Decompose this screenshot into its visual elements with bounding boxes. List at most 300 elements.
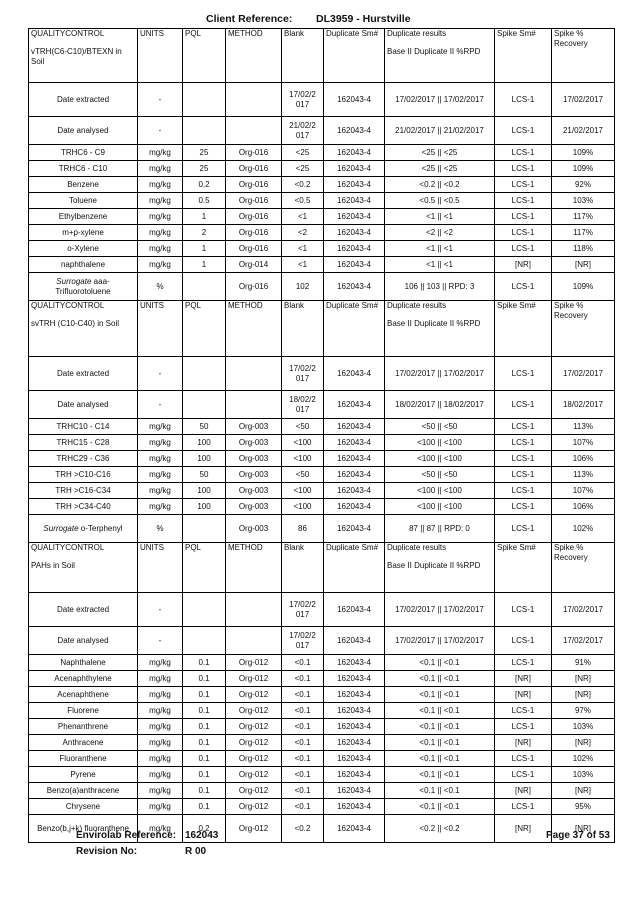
dup-sm-cell: 162043-4 [324, 161, 385, 177]
analyte-name-cell [29, 467, 138, 483]
spike-cell: 103% [552, 719, 615, 735]
client-reference-value: DL3959 - Hurstville [316, 13, 411, 25]
surrogate-prefix: Surrogate [43, 523, 79, 533]
pql-cell: 0.1 [183, 799, 226, 815]
pql-cell: 25 [183, 145, 226, 161]
quality-control-table-body [29, 29, 615, 843]
blank-cell: <100 [282, 499, 324, 515]
spike-cell: 95% [552, 799, 615, 815]
duplicate-sample-column-header: Duplicate Sm# [324, 301, 385, 357]
blank-cell: <0.1 [282, 735, 324, 751]
dup-cell: <25 || <25 [385, 145, 495, 161]
pql-cell [183, 273, 226, 301]
blank-cell: <25 [282, 145, 324, 161]
table-row [29, 209, 615, 225]
spike-sm-cell: LCS-1 [495, 161, 552, 177]
dup-cell: 17/02/2017 || 17/02/2017 [385, 83, 495, 117]
dup-sm-cell: 162043-4 [324, 391, 385, 419]
dup-sm-cell: 162043-4 [324, 241, 385, 257]
spike-recovery-column-header: Spike % Recovery [552, 29, 615, 83]
dup-cell: <1 || <1 [385, 209, 495, 225]
analyte-name-cell [29, 83, 138, 117]
analyte-name-cell [29, 451, 138, 467]
spike-sm-cell: LCS-1 [495, 627, 552, 655]
dup-cell: 18/02/2017 || 18/02/2017 [385, 391, 495, 419]
spike-sm-cell: LCS-1 [495, 719, 552, 735]
spike-sm-cell: LCS-1 [495, 225, 552, 241]
method-cell: Org-012 [226, 735, 282, 751]
analyte-name-cell [29, 419, 138, 435]
dup-sm-cell: 162043-4 [324, 117, 385, 145]
method-cell: Org-012 [226, 687, 282, 703]
blank-column-header: Blank [282, 543, 324, 593]
analyte-name: Benzo(a)anthracene [46, 785, 120, 795]
dup-cell: <100 || <100 [385, 435, 495, 451]
dup-cell: <100 || <100 [385, 483, 495, 499]
table-row [29, 83, 615, 117]
method-cell: Org-016 [226, 161, 282, 177]
units-cell: mg/kg [138, 735, 183, 751]
spike-cell: 17/02/2017 [552, 357, 615, 391]
spike-sm-cell: LCS-1 [495, 751, 552, 767]
units-cell: mg/kg [138, 177, 183, 193]
method-cell: Org-012 [226, 719, 282, 735]
blank-cell: <1 [282, 209, 324, 225]
spike-cell: 17/02/2017 [552, 627, 615, 655]
method-cell [226, 83, 282, 117]
dup-sm-cell: 162043-4 [324, 799, 385, 815]
blank-cell: <0.2 [282, 177, 324, 193]
units-cell: mg/kg [138, 225, 183, 241]
spike-cell: 21/02/2017 [552, 117, 615, 145]
table-row [29, 735, 615, 751]
analyte-name: Date analysed [57, 635, 109, 645]
spike-sm-cell: LCS-1 [495, 209, 552, 225]
table-row [29, 193, 615, 209]
envirolab-reference-label: Envirolab Reference: [76, 830, 177, 841]
spike-cell: 113% [552, 419, 615, 435]
table-row [29, 117, 615, 145]
spike-cell: 103% [552, 767, 615, 783]
pql-cell: 1 [183, 257, 226, 273]
table-row [29, 161, 615, 177]
dup-sm-cell: 162043-4 [324, 419, 385, 435]
pql-cell [183, 391, 226, 419]
table-row [29, 655, 615, 671]
table-row [29, 225, 615, 241]
units-cell: mg/kg [138, 435, 183, 451]
units-cell: % [138, 515, 183, 543]
duplicate-results-subtitle: Base II Duplicate II %RPD [387, 47, 481, 56]
method-cell: Org-012 [226, 783, 282, 799]
units-cell: mg/kg [138, 719, 183, 735]
dup-cell: 17/02/2017 || 17/02/2017 [385, 627, 495, 655]
analyte-name-cell [29, 515, 138, 543]
blank-cell: <0.1 [282, 799, 324, 815]
dup-cell: <0.1 || <0.1 [385, 767, 495, 783]
dup-sm-cell: 162043-4 [324, 655, 385, 671]
spike-cell: 103% [552, 193, 615, 209]
pql-cell: 0.1 [183, 735, 226, 751]
analyte-name-cell [29, 499, 138, 515]
spike-cell: 92% [552, 177, 615, 193]
dup-cell: 87 || 87 || RPD: 0 [385, 515, 495, 543]
pql-cell: 25 [183, 161, 226, 177]
dup-cell: <25 || <25 [385, 161, 495, 177]
envirolab-reference-value: 162043 [185, 830, 219, 841]
method-cell: Org-016 [226, 145, 282, 161]
blank-cell: <0.1 [282, 671, 324, 687]
method-cell: Org-003 [226, 419, 282, 435]
analyte-name: naphthalene [60, 259, 106, 269]
blank-cell: <100 [282, 435, 324, 451]
dup-sm-cell: 162043-4 [324, 515, 385, 543]
blank-cell: <0.1 [282, 687, 324, 703]
dup-cell: 106 || 103 || RPD: 3 [385, 273, 495, 301]
table-row [29, 419, 615, 435]
blank-cell: <2 [282, 225, 324, 241]
analyte-name: o-Xylene [67, 243, 99, 253]
section-header-row [29, 543, 615, 593]
analyte-name-cell [29, 161, 138, 177]
table-row [29, 451, 615, 467]
dup-cell: <2 || <2 [385, 225, 495, 241]
revision-value: R 00 [185, 846, 207, 857]
blank-cell: <0.2 [282, 815, 324, 843]
table-row [29, 145, 615, 161]
analyte-name: Phenanthrene [57, 721, 109, 731]
analyte-name: Pyrene [70, 769, 96, 779]
qc-column-header: QUALITYCONTROL [31, 301, 105, 310]
duplicate-results-column-header [385, 301, 495, 357]
dup-sm-cell: 162043-4 [324, 751, 385, 767]
blank-cell: 17/02/2 017 [282, 357, 324, 391]
method-cell: Org-012 [226, 703, 282, 719]
analyte-name: TRHC15 - C28 [56, 437, 110, 447]
spike-cell: 91% [552, 655, 615, 671]
units-cell: - [138, 627, 183, 655]
analyte-name-cell [29, 177, 138, 193]
dup-sm-cell: 162043-4 [324, 357, 385, 391]
section-header-cell [29, 301, 138, 357]
spike-cell: 107% [552, 483, 615, 499]
method-cell: Org-014 [226, 257, 282, 273]
spike-cell: [NR] [552, 257, 615, 273]
method-cell [226, 357, 282, 391]
dup-cell: <0.1 || <0.1 [385, 655, 495, 671]
analyte-name: Chrysene [65, 801, 101, 811]
units-cell: mg/kg [138, 193, 183, 209]
method-cell: Org-003 [226, 467, 282, 483]
dup-sm-cell: 162043-4 [324, 273, 385, 301]
table-row [29, 687, 615, 703]
table-row [29, 783, 615, 799]
table-row [29, 241, 615, 257]
pql-cell: 100 [183, 435, 226, 451]
spike-cell: 107% [552, 435, 615, 451]
analyte-name-cell [29, 751, 138, 767]
spike-sm-cell: LCS-1 [495, 435, 552, 451]
spike-cell: [NR] [552, 815, 615, 843]
units-column-header: UNITS [138, 301, 183, 357]
pql-column-header: PQL [183, 543, 226, 593]
units-cell: - [138, 357, 183, 391]
dup-cell: <0.1 || <0.1 [385, 751, 495, 767]
pql-cell [183, 515, 226, 543]
pql-cell: 50 [183, 419, 226, 435]
section-title: svTRH (C10-C40) in Soil [31, 319, 120, 328]
units-cell: mg/kg [138, 257, 183, 273]
blank-cell: 86 [282, 515, 324, 543]
spike-sample-column-header: Spike Sm# [495, 301, 552, 357]
units-cell: mg/kg [138, 655, 183, 671]
spike-cell: 113% [552, 467, 615, 483]
client-reference-header [0, 13, 638, 27]
table-row [29, 799, 615, 815]
pql-cell: 0.1 [183, 703, 226, 719]
analyte-name: Naphthalene [60, 657, 106, 667]
analyte-name: TRHC29 - C36 [56, 453, 110, 463]
spike-sm-cell: [NR] [495, 257, 552, 273]
spike-cell: 102% [552, 515, 615, 543]
dup-cell: 17/02/2017 || 17/02/2017 [385, 357, 495, 391]
blank-cell: <25 [282, 161, 324, 177]
dup-sm-cell: 162043-4 [324, 193, 385, 209]
section-header-cell [29, 29, 138, 83]
table-row [29, 703, 615, 719]
blank-cell: 102 [282, 273, 324, 301]
units-cell: mg/kg [138, 799, 183, 815]
analyte-name: Acenaphthene [57, 689, 109, 699]
method-cell: Org-016 [226, 225, 282, 241]
pql-cell: 0.5 [183, 193, 226, 209]
units-cell: mg/kg [138, 751, 183, 767]
section-title: PAHs in Soil [31, 561, 75, 570]
pql-column-header: PQL [183, 29, 226, 83]
blank-column-header: Blank [282, 301, 324, 357]
spike-cell: 106% [552, 451, 615, 467]
units-cell: mg/kg [138, 467, 183, 483]
dup-cell: <0.1 || <0.1 [385, 687, 495, 703]
units-cell: mg/kg [138, 145, 183, 161]
pql-cell [183, 83, 226, 117]
dup-cell: <1 || <1 [385, 241, 495, 257]
analyte-name-cell [29, 483, 138, 499]
spike-sm-cell: LCS-1 [495, 177, 552, 193]
spike-cell: 106% [552, 499, 615, 515]
table-row [29, 391, 615, 419]
duplicate-results-title: Duplicate results [387, 301, 447, 310]
spike-cell: [NR] [552, 735, 615, 751]
analyte-name-cell [29, 783, 138, 799]
spike-sm-cell: LCS-1 [495, 145, 552, 161]
duplicate-results-subtitle: Base II Duplicate II %RPD [387, 319, 481, 328]
blank-column-header: Blank [282, 29, 324, 83]
duplicate-sample-column-header: Duplicate Sm# [324, 29, 385, 83]
analyte-name: Fluorene [67, 705, 99, 715]
analyte-name-cell [29, 193, 138, 209]
pql-cell: 0.1 [183, 687, 226, 703]
blank-cell: 21/02/2 017 [282, 117, 324, 145]
spike-sm-cell: LCS-1 [495, 357, 552, 391]
analyte-name: Date analysed [57, 399, 109, 409]
table-row [29, 593, 615, 627]
blank-cell: <0.1 [282, 703, 324, 719]
duplicate-results-column-header [385, 29, 495, 83]
client-reference-label: Client Reference: [206, 13, 293, 25]
dup-cell: <0.2 || <0.2 [385, 815, 495, 843]
blank-cell: <0.5 [282, 193, 324, 209]
table-row [29, 627, 615, 655]
spike-cell: 109% [552, 145, 615, 161]
dup-cell: 21/02/2017 || 21/02/2017 [385, 117, 495, 145]
units-cell: - [138, 593, 183, 627]
dup-cell: <100 || <100 [385, 499, 495, 515]
units-cell: mg/kg [138, 703, 183, 719]
dup-cell: <100 || <100 [385, 451, 495, 467]
section-header-row [29, 29, 615, 83]
pql-cell: 0.1 [183, 751, 226, 767]
method-cell: Org-003 [226, 435, 282, 451]
units-cell: mg/kg [138, 687, 183, 703]
table-row [29, 719, 615, 735]
pql-cell: 0.1 [183, 719, 226, 735]
qc-column-header: QUALITYCONTROL [31, 29, 105, 38]
spike-cell: 117% [552, 209, 615, 225]
pql-cell [183, 117, 226, 145]
blank-cell: <1 [282, 257, 324, 273]
table-row [29, 273, 615, 301]
dup-cell: <0.1 || <0.1 [385, 783, 495, 799]
spike-sm-cell: LCS-1 [495, 391, 552, 419]
analyte-name: TRH >C34-C40 [55, 501, 111, 511]
analyte-name: Toluene [68, 195, 98, 205]
units-cell: % [138, 273, 183, 301]
method-cell: Org-012 [226, 655, 282, 671]
dup-sm-cell: 162043-4 [324, 499, 385, 515]
analyte-name: Date extracted [56, 368, 110, 378]
blank-cell: <0.1 [282, 751, 324, 767]
spike-cell: [NR] [552, 687, 615, 703]
pql-cell: 0.2 [183, 177, 226, 193]
units-cell: mg/kg [138, 161, 183, 177]
method-cell: Org-016 [226, 193, 282, 209]
spike-cell: [NR] [552, 671, 615, 687]
pql-cell: 100 [183, 499, 226, 515]
table-row [29, 767, 615, 783]
analyte-name: Date extracted [56, 94, 110, 104]
analyte-name-cell [29, 209, 138, 225]
spike-sm-cell: LCS-1 [495, 767, 552, 783]
analyte-name-cell [29, 735, 138, 751]
analyte-name-cell [29, 145, 138, 161]
table-row [29, 483, 615, 499]
dup-sm-cell: 162043-4 [324, 451, 385, 467]
dup-sm-cell: 162043-4 [324, 783, 385, 799]
analyte-name-cell [29, 671, 138, 687]
spike-recovery-column-header: Spike % Recovery [552, 301, 615, 357]
analyte-name-cell [29, 357, 138, 391]
spike-cell: 17/02/2017 [552, 593, 615, 627]
dup-cell: 17/02/2017 || 17/02/2017 [385, 593, 495, 627]
blank-cell: 18/02/2 017 [282, 391, 324, 419]
dup-sm-cell: 162043-4 [324, 257, 385, 273]
analyte-name: Ethylbenzene [58, 211, 108, 221]
method-cell: Org-016 [226, 241, 282, 257]
blank-cell: <50 [282, 419, 324, 435]
analyte-name-cell [29, 719, 138, 735]
table-row [29, 467, 615, 483]
table-row [29, 671, 615, 687]
spike-sm-cell: LCS-1 [495, 515, 552, 543]
spike-cell: 17/02/2017 [552, 83, 615, 117]
spike-sm-cell: LCS-1 [495, 483, 552, 499]
spike-sm-cell: LCS-1 [495, 593, 552, 627]
spike-sm-cell: LCS-1 [495, 703, 552, 719]
spike-cell: 117% [552, 225, 615, 241]
dup-sm-cell: 162043-4 [324, 703, 385, 719]
analyte-name-cell [29, 241, 138, 257]
dup-sm-cell: 162043-4 [324, 593, 385, 627]
analyte-name-cell [29, 391, 138, 419]
dup-sm-cell: 162043-4 [324, 225, 385, 241]
method-cell: Org-016 [226, 273, 282, 301]
dup-sm-cell: 162043-4 [324, 719, 385, 735]
spike-sample-column-header: Spike Sm# [495, 543, 552, 593]
pql-cell: 0.1 [183, 671, 226, 687]
blank-cell: <100 [282, 451, 324, 467]
analyte-name-cell [29, 225, 138, 241]
analyte-name: aaa-Trifluorotoluene [55, 276, 111, 296]
surrogate-prefix: Surrogate [56, 276, 92, 286]
analyte-name: TRHC6 - C9 [60, 147, 105, 157]
pql-cell: 50 [183, 467, 226, 483]
method-cell [226, 117, 282, 145]
method-cell: Org-003 [226, 483, 282, 499]
analyte-name: TRH >C10-C16 [55, 469, 111, 479]
spike-cell: 97% [552, 703, 615, 719]
dup-cell: <0.1 || <0.1 [385, 671, 495, 687]
table-row [29, 751, 615, 767]
dup-sm-cell: 162043-4 [324, 177, 385, 193]
analyte-name-cell [29, 627, 138, 655]
method-column-header: METHOD [226, 543, 282, 593]
dup-sm-cell: 162043-4 [324, 83, 385, 117]
method-column-header: METHOD [226, 29, 282, 83]
analyte-name: Benzo(b,j+k) fluoranthene [37, 823, 129, 833]
pql-cell: 1 [183, 209, 226, 225]
dup-cell: <0.1 || <0.1 [385, 799, 495, 815]
pql-cell [183, 357, 226, 391]
dup-sm-cell: 162043-4 [324, 435, 385, 451]
quality-control-table [28, 28, 615, 843]
analyte-name: TRHC10 - C14 [56, 421, 110, 431]
blank-cell: <1 [282, 241, 324, 257]
blank-cell: <100 [282, 483, 324, 499]
units-column-header: UNITS [138, 543, 183, 593]
analyte-name: TRH >C16-C34 [55, 485, 111, 495]
pql-cell [183, 593, 226, 627]
table-row [29, 435, 615, 451]
spike-sm-cell: [NR] [495, 687, 552, 703]
method-cell: Org-012 [226, 767, 282, 783]
blank-cell: <0.1 [282, 655, 324, 671]
spike-sm-cell: [NR] [495, 671, 552, 687]
units-cell: - [138, 391, 183, 419]
pql-cell: 0.1 [183, 783, 226, 799]
spike-sm-cell: [NR] [495, 783, 552, 799]
blank-cell: <0.1 [282, 767, 324, 783]
